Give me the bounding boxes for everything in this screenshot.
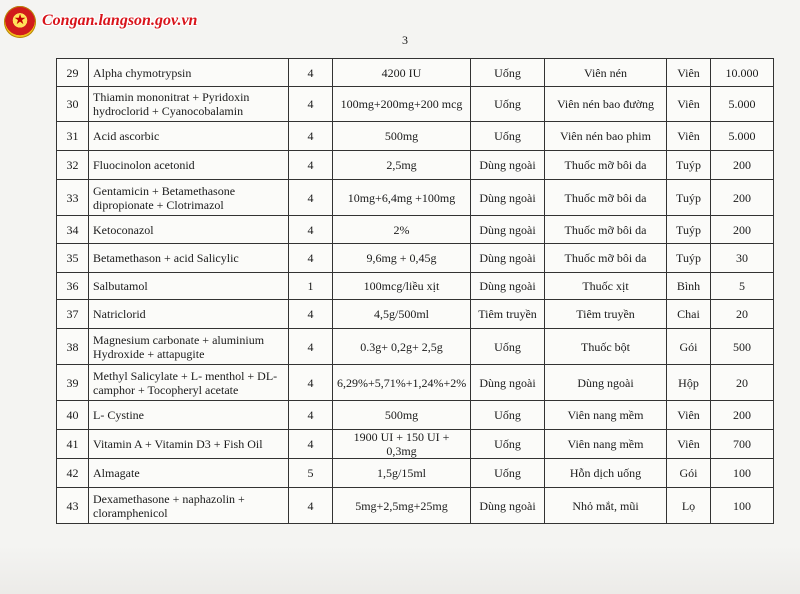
quantity-cell: 5.000 [711, 122, 774, 151]
route-cell: Dùng ngoài [471, 273, 545, 300]
row-number-cell: 38 [57, 329, 89, 365]
quantity-cell: 20 [711, 365, 774, 401]
dosage-form-cell: Nhỏ mắt, mũi [545, 488, 667, 524]
drug-group-cell: 4 [289, 216, 333, 244]
row-number-cell: 32 [57, 151, 89, 180]
row-number-cell: 43 [57, 488, 89, 524]
unit-cell: Viên [667, 122, 711, 151]
drug-name-cell: Salbutamol [89, 273, 289, 300]
strength-cell: 5mg+2,5mg+25mg [333, 488, 471, 524]
drug-group-cell: 4 [289, 244, 333, 273]
drug-group-cell: 4 [289, 365, 333, 401]
route-cell: Dùng ngoài [471, 180, 545, 216]
strength-cell: 2,5mg [333, 151, 471, 180]
table-row [57, 151, 774, 180]
route-cell: Uống [471, 87, 545, 122]
route-cell: Dùng ngoài [471, 151, 545, 180]
strength-cell: 100mg+200mg+200 mcg [333, 87, 471, 122]
row-number-cell: 42 [57, 459, 89, 488]
route-cell: Dùng ngoài [471, 216, 545, 244]
unit-cell: Lọ [667, 488, 711, 524]
strength-cell: 1900 UI + 150 UI + 0,3mg [333, 430, 471, 459]
unit-cell: Hộp [667, 365, 711, 401]
quantity-cell: 5 [711, 273, 774, 300]
table-row [57, 365, 774, 401]
drug-name-cell: Thiamin mononitrat + Pyridoxin hydroclorid + Cyanocobalamin [89, 87, 289, 122]
row-number-cell: 37 [57, 300, 89, 329]
quantity-cell: 200 [711, 401, 774, 430]
quantity-cell: 500 [711, 329, 774, 365]
table-row [57, 59, 774, 87]
quantity-cell: 5.000 [711, 87, 774, 122]
dosage-form-cell: Thuốc bột [545, 329, 667, 365]
table-row [57, 216, 774, 244]
dosage-form-cell: Thuốc mỡ bôi da [545, 151, 667, 180]
quantity-cell: 200 [711, 180, 774, 216]
strength-cell: 100mcg/liều xịt [333, 273, 471, 300]
drug-group-cell: 4 [289, 329, 333, 365]
page-number: 3 [402, 33, 408, 47]
unit-cell: Viên [667, 430, 711, 459]
dosage-form-cell: Viên nén bao đường [545, 87, 667, 122]
route-cell: Dùng ngoài [471, 244, 545, 273]
drug-group-cell: 4 [289, 180, 333, 216]
quantity-cell: 200 [711, 216, 774, 244]
table-row [57, 244, 774, 273]
quantity-cell: 700 [711, 430, 774, 459]
route-cell: Uống [471, 459, 545, 488]
quantity-cell: 100 [711, 459, 774, 488]
route-cell: Uống [471, 430, 545, 459]
row-number-cell: 33 [57, 180, 89, 216]
drug-group-cell: 4 [289, 59, 333, 87]
unit-cell: Gói [667, 329, 711, 365]
row-number-cell: 29 [57, 59, 89, 87]
row-number-cell: 30 [57, 87, 89, 122]
drug-name-cell: Natriclorid [89, 300, 289, 329]
drug-group-cell: 1 [289, 273, 333, 300]
quantity-cell: 200 [711, 151, 774, 180]
drug-name-cell: Magnesium carbonate + aluminium Hydroxide + attapugite [89, 329, 289, 365]
drug-group-cell: 4 [289, 151, 333, 180]
drug-name-cell: Ketoconazol [89, 216, 289, 244]
route-cell: Dùng ngoài [471, 488, 545, 524]
drug-name-cell: Acid ascorbic [89, 122, 289, 151]
strength-cell: 500mg [333, 122, 471, 151]
route-cell: Uống [471, 329, 545, 365]
dosage-form-cell: Thuốc mỡ bôi da [545, 216, 667, 244]
table-row [57, 273, 774, 300]
strength-cell: 4200 IU [333, 59, 471, 87]
drug-name-cell: Gentamicin + Betamethasone dipropionate + Clotrimazol [89, 180, 289, 216]
page-bottom [0, 545, 800, 594]
site-header [0, 0, 800, 44]
unit-cell: Tuýp [667, 244, 711, 273]
dosage-form-cell: Viên nén bao phim [545, 122, 667, 151]
table-row [57, 488, 774, 524]
unit-cell: Viên [667, 87, 711, 122]
route-cell: Uống [471, 401, 545, 430]
table-row [57, 401, 774, 430]
strength-cell: 9,6mg + 0,45g [333, 244, 471, 273]
unit-cell: Chai [667, 300, 711, 329]
dosage-form-cell: Viên nang mềm [545, 401, 667, 430]
drug-name-cell: Almagate [89, 459, 289, 488]
dosage-form-cell: Dùng ngoài [545, 365, 667, 401]
drug-group-cell: 5 [289, 459, 333, 488]
unit-cell: Bình [667, 273, 711, 300]
route-cell: Uống [471, 122, 545, 151]
table-row [57, 300, 774, 329]
unit-cell: Tuýp [667, 151, 711, 180]
table-row [57, 180, 774, 216]
row-number-cell: 41 [57, 430, 89, 459]
drug-group-cell: 4 [289, 87, 333, 122]
row-number-cell: 39 [57, 365, 89, 401]
dosage-form-cell: Viên nén [545, 59, 667, 87]
strength-cell: 0.3g+ 0,2g+ 2,5g [333, 329, 471, 365]
route-cell: Dùng ngoài [471, 365, 545, 401]
dosage-form-cell: Tiêm truyền [545, 300, 667, 329]
dosage-form-cell: Thuốc mỡ bôi da [545, 180, 667, 216]
table-row [57, 459, 774, 488]
drug-name-cell: Vitamin A + Vitamin D3 + Fish Oil [89, 430, 289, 459]
route-cell: Tiêm truyền [471, 300, 545, 329]
table-row [57, 430, 774, 459]
unit-cell: Viên [667, 59, 711, 87]
table-row [57, 122, 774, 151]
drug-name-cell: Alpha chymotrypsin [89, 59, 289, 87]
table-row [57, 329, 774, 365]
dosage-form-cell: Thuốc mỡ bôi da [545, 244, 667, 273]
row-number-cell: 34 [57, 216, 89, 244]
strength-cell: 6,29%+5,71%+1,24%+2% [333, 365, 471, 401]
drug-name-cell: Dexamethasone + naphazolin + cloramphenicol [89, 488, 289, 524]
drug-group-cell: 4 [289, 430, 333, 459]
strength-cell: 500mg [333, 401, 471, 430]
row-number-cell: 40 [57, 401, 89, 430]
unit-cell: Tuýp [667, 216, 711, 244]
drug-group-cell: 4 [289, 401, 333, 430]
dosage-form-cell: Thuốc xịt [545, 273, 667, 300]
drug-name-cell: Fluocinolon acetonid [89, 151, 289, 180]
quantity-cell: 100 [711, 488, 774, 524]
row-number-cell: 35 [57, 244, 89, 273]
police-emblem-icon: ★ [4, 6, 36, 38]
quantity-cell: 30 [711, 244, 774, 273]
dosage-form-cell: Viên nang mềm [545, 430, 667, 459]
unit-cell: Gói [667, 459, 711, 488]
strength-cell: 10mg+6,4mg +100mg [333, 180, 471, 216]
strength-cell: 2% [333, 216, 471, 244]
strength-cell: 1,5g/15ml [333, 459, 471, 488]
drug-group-cell: 4 [289, 300, 333, 329]
quantity-cell: 10.000 [711, 59, 774, 87]
quantity-cell: 20 [711, 300, 774, 329]
medicine-table [56, 58, 774, 524]
row-number-cell: 36 [57, 273, 89, 300]
drug-group-cell: 4 [289, 488, 333, 524]
site-name[interactable]: Congan.langson.gov.vn [42, 12, 198, 29]
route-cell: Uống [471, 59, 545, 87]
unit-cell: Viên [667, 401, 711, 430]
strength-cell: 4,5g/500ml [333, 300, 471, 329]
row-number-cell: 31 [57, 122, 89, 151]
drug-group-cell: 4 [289, 122, 333, 151]
drug-name-cell: Betamethason + acid Salicylic [89, 244, 289, 273]
drug-name-cell: L- Cystine [89, 401, 289, 430]
dosage-form-cell: Hỗn dịch uống [545, 459, 667, 488]
unit-cell: Tuýp [667, 180, 711, 216]
drug-name-cell: Methyl Salicylate + L- menthol + DL- camphor + Tocopheryl acetate [89, 365, 289, 401]
table-row [57, 87, 774, 122]
